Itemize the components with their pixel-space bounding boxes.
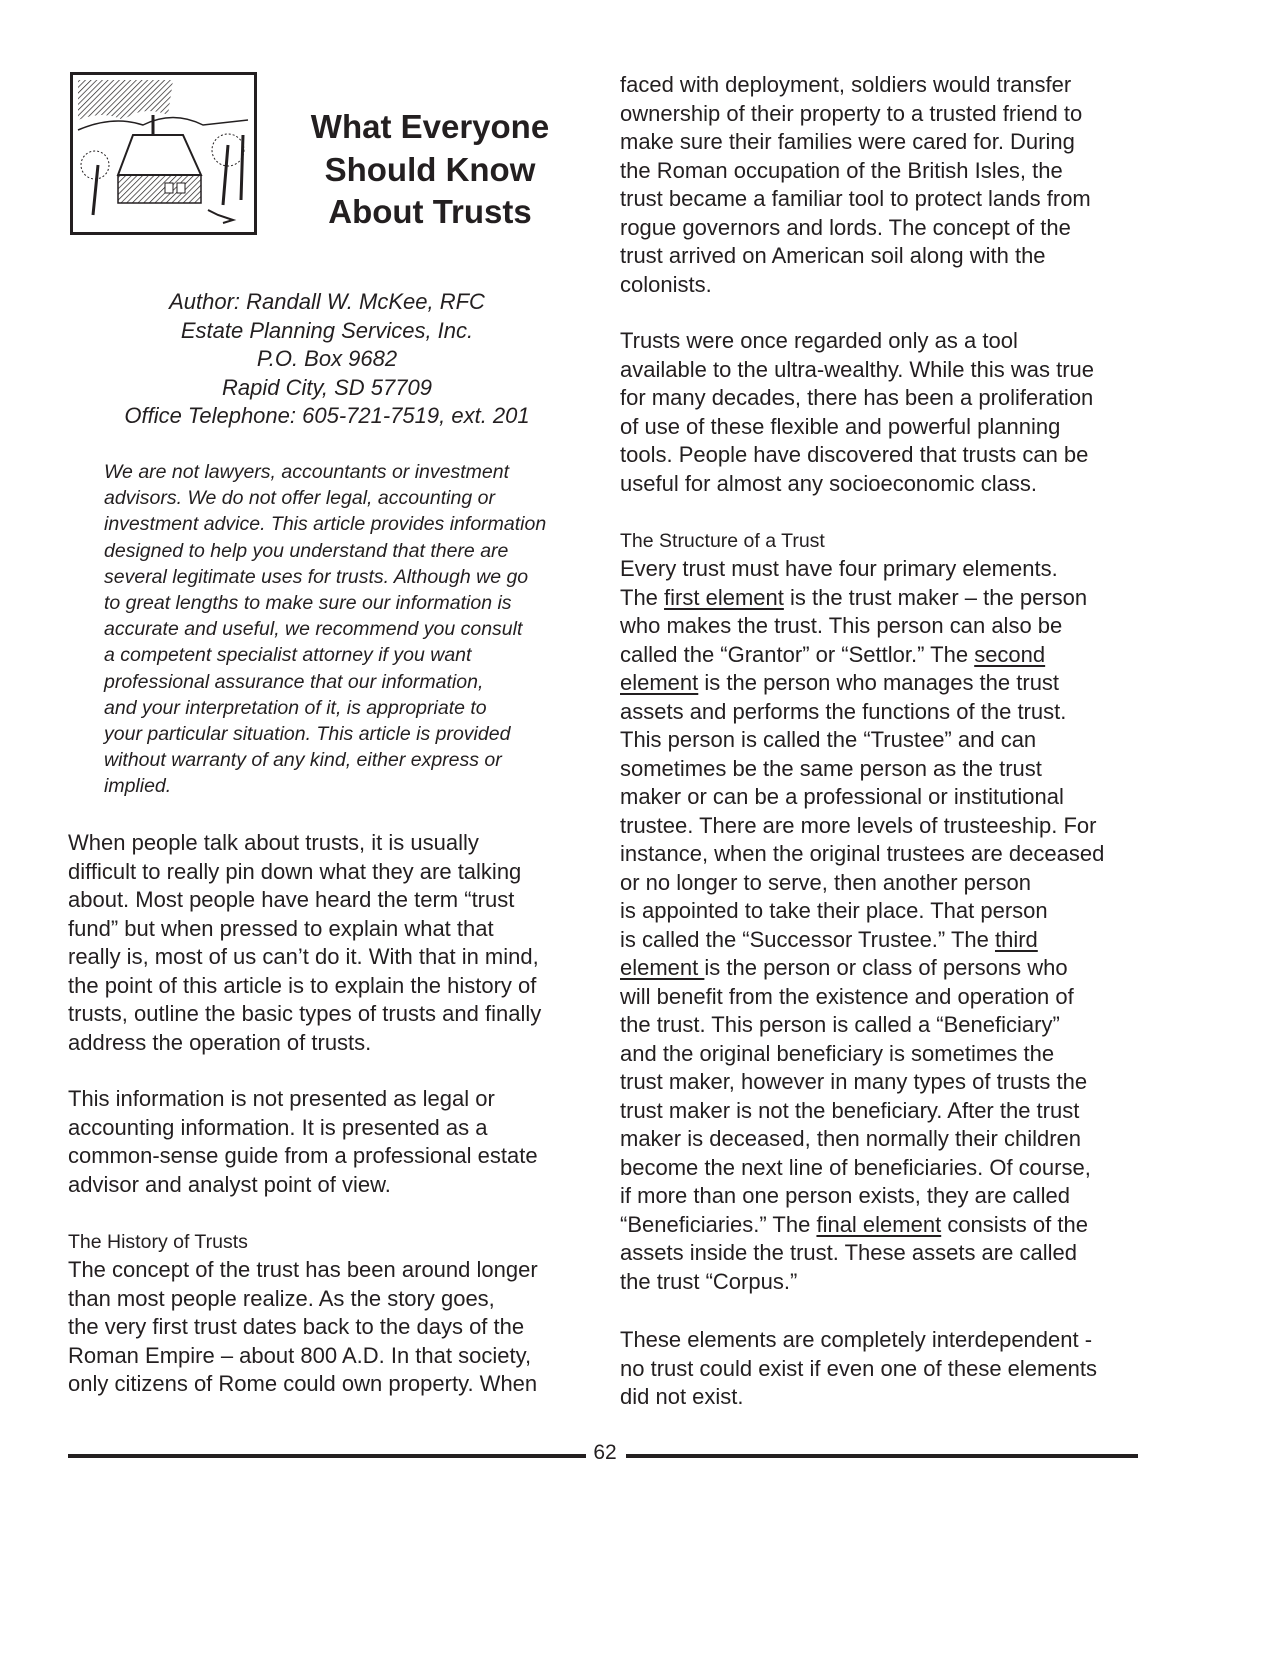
heading-text: The Structure of a Trust <box>620 530 825 552</box>
text-line: This information is not presented as legal or <box>68 1086 495 1111</box>
house-illustration-logo <box>70 72 257 235</box>
text-line: no trust could exist if even one of these elements <box>620 1355 1097 1381</box>
text-line: trusts, outline the basic types of trusts and finally <box>68 1001 542 1026</box>
text-line <box>620 1040 1104 1069</box>
text-line <box>620 726 1104 755</box>
footer-rule-left <box>68 1454 586 1458</box>
text-line: professional assurance that our information, <box>104 670 484 693</box>
text-line: When people talk about trusts, it is usually <box>68 830 479 855</box>
text-line <box>620 783 1104 812</box>
text-segment: consists of the <box>941 1211 1088 1237</box>
title-line: Should Know <box>324 150 536 188</box>
left-paragraph-information <box>68 1085 538 1199</box>
text-line: tools. People have discovered that trusts can be <box>620 442 1089 467</box>
text-line <box>620 669 1104 698</box>
text-line <box>620 1268 1104 1297</box>
text-line: The concept of the trust has been around longer <box>68 1257 538 1282</box>
text-line: the Roman occupation of the British Isles, the <box>620 157 1063 183</box>
text-line <box>620 555 1104 584</box>
text-line: the very first trust dates back to the days of the <box>68 1314 525 1339</box>
text-segment: is appointed to take their place. That person <box>620 898 1048 923</box>
text-line: P.O. Box 9682 <box>256 346 398 371</box>
text-segment: called the “Grantor” or “Settlor.” The <box>620 641 975 667</box>
author-block <box>68 288 586 431</box>
text-line: make sure their families were cared for. During <box>620 129 1075 154</box>
text-line: colonists. <box>620 271 712 297</box>
text-segment: trust maker, however in many types of trusts the <box>620 1069 1088 1094</box>
text-segment: sometimes be the same person as the trust <box>620 755 1042 781</box>
heading-text: The History of Trusts <box>68 1231 248 1253</box>
underlined-term: final element <box>816 1211 942 1237</box>
text-segment: assets and performs the functions of the trust. <box>620 698 1067 724</box>
text-line <box>620 584 1104 613</box>
text-line: for many decades, there has been a proliferation <box>620 385 1094 410</box>
text-line: We are not lawyers, accountants or investment <box>104 461 509 483</box>
text-line <box>620 954 1104 983</box>
text-line <box>620 698 1104 727</box>
right-paragraph-deployment <box>620 71 1091 299</box>
text-line: implied. <box>104 775 172 798</box>
text-line <box>620 641 1104 670</box>
text-segment: maker is deceased, then normally their children <box>620 1126 1082 1151</box>
left-paragraph-history <box>68 1256 538 1399</box>
text-segment: Every trust must have four primary elements. <box>620 556 1058 581</box>
text-segment: maker or can be a professional or institutional <box>620 784 1064 809</box>
text-line <box>620 983 1104 1012</box>
text-segment: assets inside the trust. These assets are called <box>620 1240 1077 1265</box>
text-line: ownership of their property to a trusted friend to <box>620 100 1083 126</box>
underlined-term: second <box>974 641 1046 667</box>
text-line: Author: Randall W. McKee, RFC <box>169 289 485 314</box>
text-segment: The <box>620 584 665 610</box>
text-line <box>620 840 1104 869</box>
text-line: common-sense guide from a professional estate <box>68 1143 538 1168</box>
text-segment: and the original beneficiary is sometimes the <box>620 1040 1055 1066</box>
text-line: really is, most of us can’t do it. With that in mind, <box>68 944 539 969</box>
text-line <box>620 1154 1104 1183</box>
text-segment: is the trust maker – the person <box>783 584 1088 610</box>
footer-rule-right <box>626 1454 1138 1458</box>
text-line: Rapid City, SD 57709 <box>222 374 432 400</box>
text-line: Trusts were once regarded only as a tool <box>620 328 1018 353</box>
text-line <box>620 1239 1104 1268</box>
text-segment: become the next line of beneficiaries. Of course, <box>620 1154 1091 1180</box>
underlined-term: first element <box>664 584 784 610</box>
page-number: 62 <box>593 1441 617 1464</box>
text-line: advisors. We do not offer legal, accounting or <box>104 487 495 510</box>
text-segment: is the person or class of persons who <box>704 955 1068 980</box>
underlined-term: element <box>620 670 699 695</box>
cabin-landscape-image <box>73 75 254 232</box>
text-segment: or no longer to serve, then another person <box>620 869 1031 895</box>
text-segment: who makes the trust. This person can also be <box>620 613 1063 638</box>
text-line: did not exist. <box>620 1384 744 1409</box>
text-segment: “Beneficiaries.” The <box>620 1211 817 1237</box>
text-line <box>620 1068 1104 1097</box>
text-line <box>620 755 1104 784</box>
text-line: to great lengths to make sure our information is <box>104 592 512 615</box>
text-line: designed to help you understand that there are <box>104 539 509 562</box>
right-paragraph-wealthy <box>620 327 1094 498</box>
text-line <box>620 1097 1104 1126</box>
text-line: fund” but when pressed to explain what that <box>68 915 494 941</box>
text-segment: trustee. There are more levels of trusteeship. For <box>620 812 1097 838</box>
title-line: About Trusts <box>328 193 532 230</box>
text-line: without warranty of any kind, either express or <box>104 749 502 772</box>
text-line <box>620 812 1104 841</box>
text-segment: trust maker is not the beneficiary. After the trust <box>620 1097 1080 1123</box>
text-line: the point of this article is to explain the history of <box>68 972 537 998</box>
text-line: trust became a familiar tool to protect lands from <box>620 186 1091 211</box>
text-line: accurate and useful, we recommend you consult <box>104 618 523 641</box>
text-line: useful for almost any socioeconomic class. <box>620 470 1037 496</box>
section-heading-history <box>68 1228 248 1257</box>
text-line: about. Most people have heard the term “trust <box>68 887 515 912</box>
text-segment: instance, when the original trustees are deceased <box>620 841 1105 866</box>
text-line: and your interpretation of it, is appropriate to <box>104 696 487 719</box>
text-line: a competent specialist attorney if you want <box>104 644 472 667</box>
text-segment: is the person who manages the trust <box>698 670 1060 695</box>
text-line <box>620 897 1104 926</box>
left-paragraph-intro <box>68 829 541 1057</box>
text-line: Estate Planning Services, Inc. <box>180 317 474 343</box>
text-segment: will benefit from the existence and operation of <box>620 983 1074 1009</box>
text-segment: is called the “Successor Trustee.” The <box>620 926 995 952</box>
text-segment: if more than one person exists, they are called <box>620 1183 1071 1208</box>
text-line <box>620 612 1104 641</box>
text-line: of use of these flexible and powerful planning <box>620 413 1061 439</box>
article-title <box>270 106 590 234</box>
text-line: investment advice. This article provides information <box>104 513 547 536</box>
text-line: address the operation of trusts. <box>68 1029 372 1055</box>
text-segment: the trust “Corpus.” <box>620 1268 798 1294</box>
text-line <box>620 926 1104 955</box>
right-paragraph-interdependent <box>620 1326 1097 1412</box>
text-line: Roman Empire – about 800 A.D. In that society, <box>68 1342 532 1368</box>
title-line: What Everyone <box>310 108 550 145</box>
right-paragraph-structure <box>620 555 1104 1296</box>
text-line: than most people realize. As the story goes, <box>68 1285 495 1311</box>
text-line: rogue governors and lords. The concept of the <box>620 214 1071 240</box>
section-heading-structure <box>620 527 825 556</box>
text-line <box>620 1182 1104 1211</box>
text-segment: This person is called the “Trustee” and can <box>620 727 1037 752</box>
text-line <box>620 1125 1104 1154</box>
text-line: accounting information. It is presented as a <box>68 1114 488 1140</box>
text-line <box>620 869 1104 898</box>
text-line <box>620 1211 1104 1240</box>
text-line: trust arrived on American soil along with the <box>620 243 1046 268</box>
text-line <box>620 1011 1104 1040</box>
text-line: These elements are completely interdependent - <box>620 1327 1093 1352</box>
text-line: several legitimate uses for trusts. Although we go <box>104 565 529 588</box>
text-line: advisor and analyst point of view. <box>68 1171 391 1197</box>
text-line: difficult to really pin down what they are talking <box>68 858 522 884</box>
text-line: your particular situation. This article is provided <box>104 723 511 746</box>
text-line: available to the ultra-wealthy. While this was true <box>620 356 1095 382</box>
underlined-term: third <box>994 926 1038 952</box>
text-line: faced with deployment, soldiers would transfer <box>620 72 1072 97</box>
text-line: Office Telephone: 605-721-7519, ext. 201 <box>124 403 530 428</box>
text-segment: the trust. This person is called a “Beneficiary” <box>620 1012 1060 1037</box>
disclaimer <box>104 459 546 800</box>
text-line: only citizens of Rome could own property. When <box>68 1371 538 1396</box>
underlined-term: element <box>620 955 705 980</box>
